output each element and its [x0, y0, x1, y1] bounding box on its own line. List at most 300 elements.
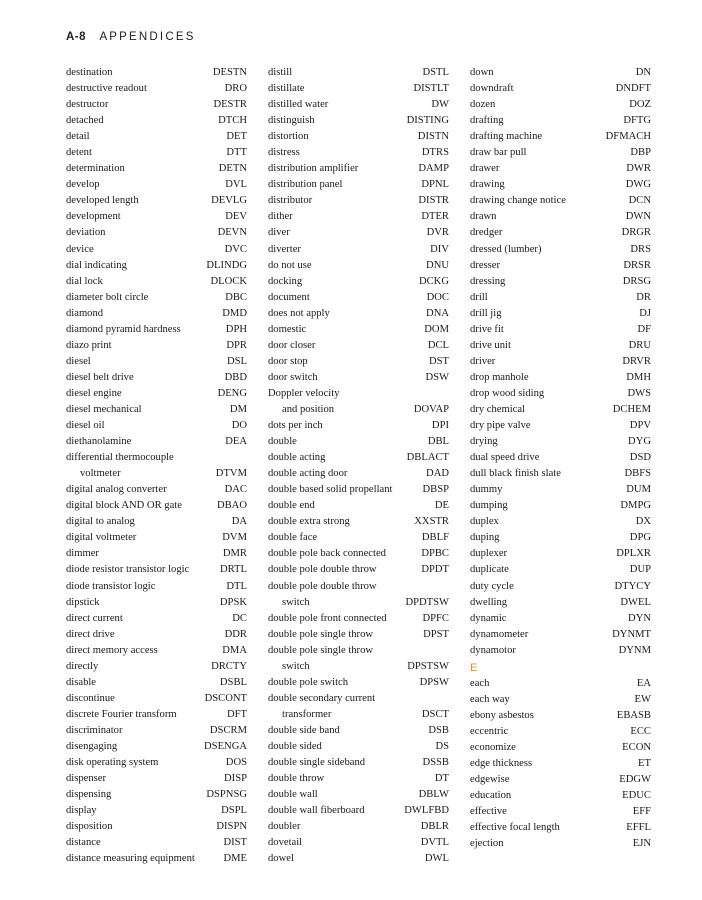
entry-term	[66, 514, 135, 530]
entry-abbreviation: DBAO	[216, 500, 247, 512]
glossary-entry	[268, 97, 449, 113]
glossary-entry	[66, 579, 247, 595]
entry-abbreviation: DDR	[224, 628, 247, 640]
entry-term-line: distilled water	[268, 99, 329, 111]
glossary-entry	[470, 724, 651, 740]
entry-term-line: double pole single throw	[268, 628, 374, 640]
entry-abbreviation: DX	[635, 516, 651, 528]
entry-term	[268, 546, 386, 562]
glossary-entry	[268, 466, 449, 482]
entry-abbreviation: DOVAP	[413, 403, 449, 415]
entry-abbreviation: DPI	[431, 420, 449, 432]
entry-term	[268, 530, 317, 546]
glossary-entry	[66, 306, 247, 322]
glossary-entry	[470, 242, 651, 258]
entry-abbreviation: DNA	[426, 307, 449, 319]
entry-term-line: distribution amplifier	[268, 163, 359, 175]
glossary-entry	[470, 627, 651, 643]
entry-term	[268, 193, 312, 209]
entry-term-line: drop manhole	[470, 371, 529, 383]
entry-term	[66, 81, 147, 97]
entry-abbreviation: DPST	[423, 628, 449, 640]
entry-term-line: drawer	[470, 163, 500, 175]
entry-abbreviation: DBSP	[422, 484, 449, 496]
entry-term	[66, 258, 127, 274]
glossary-entry	[268, 450, 449, 466]
entry-abbreviation: DISPN	[216, 821, 247, 833]
glossary-entry	[66, 434, 247, 450]
glossary-entry	[268, 562, 449, 578]
entry-term-line: distillate	[268, 83, 305, 95]
entry-term	[470, 692, 510, 708]
entry-term-line: diamond	[66, 307, 104, 319]
entry-term-line: dovetail	[268, 837, 303, 849]
entry-abbreviation: DAC	[224, 484, 247, 496]
glossary-entry	[470, 97, 651, 113]
entry-abbreviation: DTCH	[218, 115, 247, 127]
entry-term	[470, 498, 508, 514]
entry-term-line: disk operating system	[66, 757, 159, 769]
glossary-entry	[66, 386, 247, 402]
entry-abbreviation: DBFS	[624, 468, 651, 480]
entry-abbreviation: DA	[231, 516, 247, 528]
entry-abbreviation: DOZ	[629, 99, 651, 111]
glossary-entry	[470, 562, 651, 578]
entry-term-line: double pole switch	[268, 676, 349, 688]
entry-term	[470, 482, 502, 498]
entry-abbreviation: ECC	[630, 725, 651, 737]
entry-term-line: dumping	[470, 500, 508, 512]
glossary-entry	[66, 819, 247, 835]
glossary-entry	[268, 691, 449, 723]
glossary-entry	[268, 177, 449, 193]
entry-term-line: development	[66, 211, 121, 223]
glossary-entry	[268, 739, 449, 755]
entry-term	[66, 322, 181, 338]
entry-abbreviation: DFMACH	[605, 131, 651, 143]
glossary-entry	[66, 418, 247, 434]
entry-term	[268, 97, 328, 113]
entry-abbreviation: DBLW	[418, 789, 449, 801]
entry-term-line: destructive readout	[66, 83, 147, 95]
entry-term	[66, 851, 195, 867]
entry-term-line: distortion	[268, 131, 309, 143]
entry-abbreviation: DPLXR	[616, 548, 651, 560]
glossary-entry	[470, 804, 651, 820]
entry-abbreviation: DYG	[628, 436, 651, 448]
glossary-entry	[66, 242, 247, 258]
entry-abbreviation: DJ	[639, 307, 651, 319]
glossary-entry	[268, 258, 449, 274]
entry-abbreviation: DSBL	[219, 676, 247, 688]
entry-term-line: drill jig	[470, 307, 502, 319]
glossary-entry	[268, 65, 449, 81]
glossary-entry	[268, 81, 449, 97]
entry-abbreviation: DISTR	[418, 195, 449, 207]
entry-abbreviation: EW	[634, 693, 651, 705]
entry-term	[268, 274, 302, 290]
entry-abbreviation: DN	[635, 67, 651, 78]
entry-term-line: directly	[66, 660, 99, 672]
glossary-entry	[66, 145, 247, 161]
entry-abbreviation: DM	[229, 403, 247, 415]
entry-abbreviation: DTYCY	[614, 580, 651, 592]
entry-term	[470, 129, 542, 145]
entry-abbreviation: DCL	[427, 339, 449, 351]
entry-term	[66, 659, 98, 675]
glossary-entry	[66, 193, 247, 209]
entry-term	[66, 113, 104, 129]
entry-term	[470, 643, 516, 659]
entry-abbreviation: DWN	[625, 211, 651, 223]
entry-abbreviation: DENG	[217, 387, 247, 399]
entry-term	[66, 755, 158, 771]
entry-term-line: diode resistor transistor logic	[66, 564, 190, 576]
entry-term-line: ebony asbestos	[470, 709, 534, 721]
glossary-entry	[470, 450, 651, 466]
entry-abbreviation: DETN	[218, 163, 247, 175]
entry-abbreviation: ECON	[622, 741, 651, 753]
glossary-entry	[268, 306, 449, 322]
entry-term	[66, 579, 155, 595]
entry-abbreviation: DPSTSW	[407, 660, 449, 672]
glossary-entry	[268, 274, 449, 290]
glossary-entry	[268, 434, 449, 450]
entry-term	[470, 209, 496, 225]
entry-term-line: duplicate	[470, 564, 509, 576]
glossary-entry	[66, 562, 247, 578]
entry-abbreviation: DBC	[225, 291, 247, 303]
entry-abbreviation: EA	[636, 677, 651, 689]
glossary-entry	[66, 835, 247, 851]
entry-term-line: dither	[268, 211, 293, 223]
entry-term	[470, 434, 498, 450]
glossary-entry	[268, 835, 449, 851]
entry-term	[470, 562, 509, 578]
glossary-entry	[470, 482, 651, 498]
entry-abbreviation: DCKG	[418, 275, 449, 287]
entry-term-line: dynamometer	[470, 628, 529, 640]
entry-term	[66, 691, 115, 707]
entry-term-line: deviation	[66, 227, 106, 239]
entry-abbreviation: DSCRM	[209, 724, 247, 736]
glossary-entry	[470, 354, 651, 370]
entry-term	[268, 145, 300, 161]
glossary-entry	[470, 225, 651, 241]
glossary-entry	[268, 113, 449, 129]
glossary-entry	[470, 788, 651, 804]
glossary-entry	[66, 338, 247, 354]
entry-abbreviation: DC	[232, 612, 247, 624]
entry-term-line: double pole front connected	[268, 612, 387, 624]
entry-term	[470, 676, 489, 692]
entry-term-line: diver	[268, 227, 290, 239]
entry-abbreviation: DT	[434, 773, 449, 785]
entry-term-line: developed length	[66, 195, 139, 207]
entry-term	[268, 819, 300, 835]
entry-term-line: drawing change notice	[470, 195, 566, 207]
entry-abbreviation: DEVN	[217, 227, 247, 239]
entry-abbreviation: DOS	[225, 757, 247, 769]
glossary-entry	[66, 675, 247, 691]
entry-term	[268, 611, 387, 627]
entry-term-line: diesel mechanical	[66, 403, 142, 415]
entry-abbreviation: DOM	[424, 323, 449, 335]
entry-term-line: diamond pyramid hardness	[66, 323, 181, 335]
entry-term-line: driver	[470, 355, 496, 367]
glossary-entry	[470, 290, 651, 306]
entry-term-line: dredger	[470, 227, 503, 239]
entry-term	[470, 386, 544, 402]
glossary-entry	[268, 338, 449, 354]
glossary-entry	[268, 771, 449, 787]
entry-term	[66, 65, 113, 81]
entry-term	[66, 177, 100, 193]
entry-term	[470, 370, 529, 386]
entry-term	[268, 434, 297, 450]
entry-term-line: drafting	[470, 115, 504, 127]
entry-abbreviation: DNU	[426, 259, 449, 271]
entry-term-line: diesel	[66, 355, 91, 367]
entry-term	[66, 546, 99, 562]
glossary-entry	[268, 498, 449, 514]
entry-term-line: double based solid propellant	[268, 484, 393, 496]
entry-abbreviation: DRO	[224, 83, 247, 95]
glossary-entry	[66, 643, 247, 659]
glossary-entry	[470, 161, 651, 177]
entry-term-line: dummy	[470, 484, 503, 496]
glossary-entry	[66, 530, 247, 546]
entry-term-line: double side band	[268, 724, 340, 736]
entry-term-line: drop wood siding	[470, 387, 545, 399]
entry-term	[66, 803, 97, 819]
entry-term-line: docking	[268, 275, 303, 287]
entry-term-line: dynamotor	[470, 644, 516, 656]
entry-term	[470, 81, 514, 97]
entry-term	[66, 161, 125, 177]
entry-term-line: double throw	[268, 773, 325, 785]
glossary-entry	[470, 193, 651, 209]
entry-abbreviation: EBASB	[616, 709, 651, 721]
entry-term-line: discrete Fourier transform	[66, 708, 177, 720]
entry-term-line: door stop	[268, 355, 308, 367]
entry-abbreviation: DBL	[427, 436, 449, 448]
entry-term	[470, 514, 499, 530]
entry-term	[66, 290, 148, 306]
entry-term-continuation: switch	[282, 596, 310, 608]
entry-term-line: dial indicating	[66, 259, 127, 271]
entry-term	[470, 193, 566, 209]
entry-term	[268, 739, 322, 755]
entry-term	[66, 129, 90, 145]
entry-term	[66, 707, 177, 723]
entry-abbreviation: DMR	[222, 548, 247, 560]
entry-term	[66, 562, 189, 578]
entry-term-continuation: transformer	[282, 708, 332, 720]
entry-abbreviation: DBLACT	[406, 452, 449, 464]
entry-abbreviation: DPDT	[421, 564, 449, 576]
entry-abbreviation: DWEL	[620, 596, 651, 608]
entry-term-line: double pole back connected	[268, 548, 386, 560]
entry-term-line: drill	[470, 291, 488, 303]
glossary-entry	[268, 755, 449, 771]
entry-term	[268, 418, 323, 434]
entry-term	[66, 193, 139, 209]
entry-term-line: downdraft	[470, 83, 514, 95]
glossary-entry	[66, 627, 247, 643]
glossary-entry	[470, 498, 651, 514]
glossary-entry	[268, 370, 449, 386]
entry-term	[66, 434, 131, 450]
entry-term-line: double acting	[268, 452, 326, 464]
entry-term-line: drafting machine	[470, 131, 543, 143]
entry-term-line: differential thermocouple	[66, 452, 174, 464]
entry-term-line: double single sideband	[268, 757, 366, 769]
entry-term	[268, 466, 347, 482]
entry-term-line: does not apply	[268, 307, 330, 319]
entry-term	[268, 338, 315, 354]
glossary-entry	[470, 274, 651, 290]
entry-term-line: eccentric	[470, 725, 509, 737]
entry-abbreviation: DISP	[224, 773, 247, 785]
entry-term-line: effective focal length	[470, 822, 560, 834]
entry-abbreviation: DSPL	[221, 805, 247, 817]
entry-term	[268, 450, 325, 466]
entry-term-line: dresser	[470, 259, 501, 271]
entry-term	[470, 579, 514, 595]
entry-term	[66, 739, 117, 755]
entry-term	[66, 675, 96, 691]
entry-term-line: double face	[268, 532, 318, 544]
entry-abbreviation: DOC	[426, 291, 449, 303]
glossary-entry	[66, 209, 247, 225]
entry-term	[268, 129, 309, 145]
entry-abbreviation: DSB	[428, 724, 449, 736]
entry-abbreviation: DBLR	[420, 821, 449, 833]
entry-term-line: door switch	[268, 371, 318, 383]
glossary-entry	[470, 611, 651, 627]
entry-abbreviation: DET	[226, 131, 247, 143]
entry-term	[66, 835, 101, 851]
entry-term	[66, 418, 105, 434]
entry-term-line: double acting door	[268, 468, 348, 480]
entry-term	[470, 306, 502, 322]
glossary-entry	[268, 675, 449, 691]
entry-term-line: ejection	[470, 838, 504, 850]
entry-abbreviation: DMPG	[620, 500, 651, 512]
entry-term	[470, 354, 495, 370]
entry-term	[470, 466, 561, 482]
entry-term	[268, 370, 318, 386]
glossary-entry	[268, 819, 449, 835]
entry-term	[66, 450, 174, 482]
entry-term-line: disengaging	[66, 740, 118, 752]
column-1	[66, 65, 247, 867]
entry-abbreviation: EDUC	[622, 790, 651, 802]
entry-term	[470, 804, 507, 820]
entry-abbreviation: DIST	[223, 837, 247, 849]
glossary-entry	[470, 466, 651, 482]
entry-term-line: duplexer	[470, 548, 508, 560]
entry-term-line: edge thickness	[470, 758, 533, 770]
entry-abbreviation: DTER	[421, 211, 449, 223]
glossary-entry	[470, 177, 651, 193]
entry-abbreviation: DYN	[628, 612, 651, 624]
entry-term	[470, 450, 539, 466]
glossary-entry	[66, 707, 247, 723]
glossary-entry	[66, 322, 247, 338]
entry-term	[470, 724, 508, 740]
entry-term-line: dressing	[470, 275, 506, 287]
entry-term	[66, 482, 167, 498]
glossary-entry	[66, 771, 247, 787]
glossary-entry	[470, 113, 651, 129]
entry-abbreviation: DWR	[626, 163, 651, 175]
entry-term	[66, 97, 108, 113]
entry-term-continuation: switch	[282, 660, 310, 672]
entry-abbreviation: DSW	[425, 371, 449, 383]
entry-term-line: duty cycle	[470, 580, 514, 592]
entry-term-line: dozen	[470, 99, 496, 111]
glossary-entry	[470, 322, 651, 338]
entry-term-line: double	[268, 436, 297, 448]
entry-term-line: digital block AND OR gate	[66, 500, 182, 512]
glossary-entry	[268, 723, 449, 739]
entry-term-line: direct memory access	[66, 644, 158, 656]
glossary-entry	[66, 851, 247, 867]
entry-term-line: distress	[268, 147, 300, 159]
glossary-entry	[66, 498, 247, 514]
entry-term	[268, 81, 304, 97]
entry-term-line: diode transistor logic	[66, 580, 156, 592]
entry-term-line: distribution panel	[268, 179, 343, 191]
entry-term-line: education	[470, 790, 512, 802]
glossary-entry	[470, 756, 651, 772]
glossary-entry	[268, 145, 449, 161]
glossary-entry	[66, 787, 247, 803]
entry-abbreviation: XXSTR	[414, 516, 449, 528]
entry-term	[66, 498, 182, 514]
entry-term-line: direct current	[66, 612, 123, 624]
entry-abbreviation: DFT	[226, 708, 247, 720]
entry-term-line: dressed (lumber)	[470, 243, 542, 255]
entry-term-line: each way	[470, 693, 510, 705]
entry-term-line: dowel	[268, 853, 294, 865]
entry-term	[470, 274, 505, 290]
entry-abbreviation: DRCTY	[211, 660, 247, 672]
entry-term	[66, 787, 111, 803]
entry-abbreviation: DYNMT	[612, 628, 651, 640]
glossary-entry	[268, 290, 449, 306]
entry-term-line: destination	[66, 67, 113, 78]
glossary-entry	[268, 193, 449, 209]
entry-term	[268, 290, 310, 306]
section-title: APPENDICES	[99, 31, 196, 43]
entry-term-line: dispensing	[66, 789, 112, 801]
glossary-entry	[268, 129, 449, 145]
entry-term	[66, 225, 105, 241]
entry-abbreviation: DSPNSG	[206, 789, 247, 801]
entry-abbreviation: EJN	[632, 838, 651, 850]
entry-term-line: dual speed drive	[470, 452, 540, 464]
glossary-entry	[470, 209, 651, 225]
glossary-entry	[66, 258, 247, 274]
entry-abbreviation: DRTL	[219, 564, 247, 576]
glossary-entry	[66, 97, 247, 113]
glossary-entry	[66, 177, 247, 193]
entry-term-line: doubler	[268, 821, 301, 833]
entry-term	[268, 258, 312, 274]
